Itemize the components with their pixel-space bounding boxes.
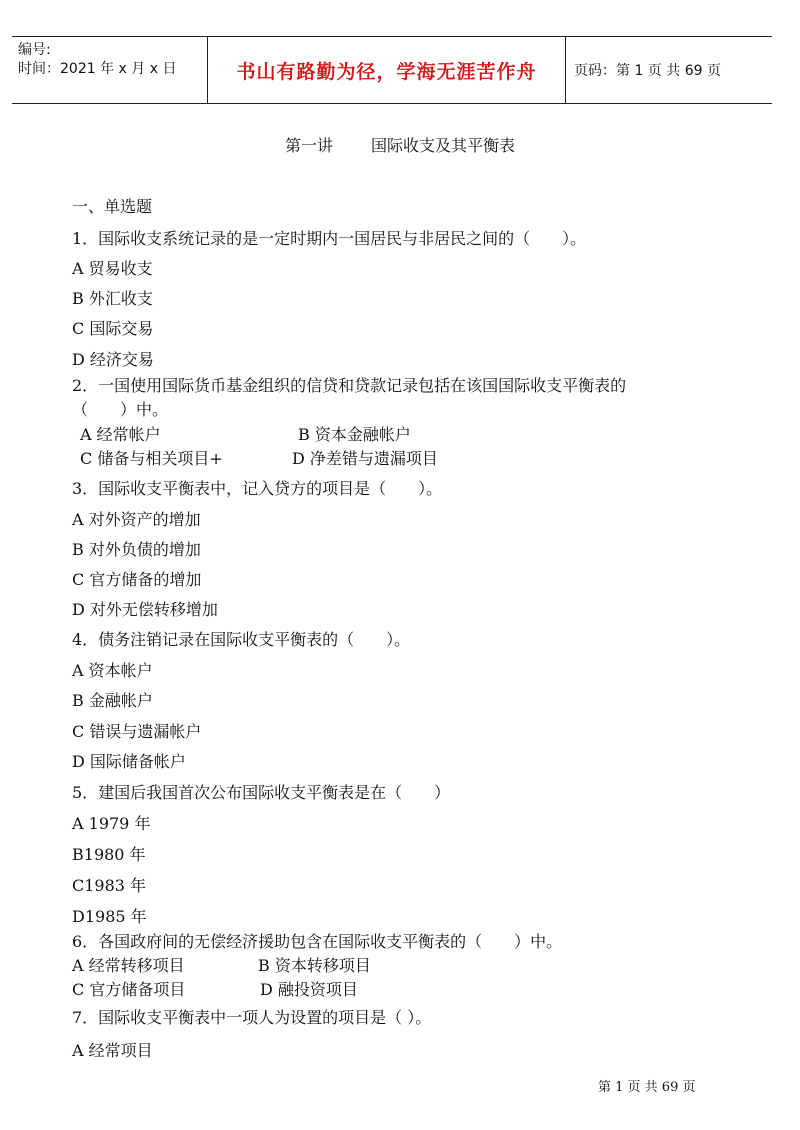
q4-option-b: B 金融帐户 xyxy=(72,691,153,710)
q6-option-a: A 经常转移项目 xyxy=(72,956,185,975)
q6-option-d: D 融投资项目 xyxy=(260,980,358,999)
q3-option-b: B 对外负债的增加 xyxy=(72,540,201,559)
page-title xyxy=(0,133,800,156)
q2-option-b: B 资本金融帐户 xyxy=(298,425,411,444)
q7-option-a: A 经常项目 xyxy=(72,1041,153,1060)
header-meta xyxy=(12,37,208,103)
q4-option-a: A 资本帐户 xyxy=(72,661,153,680)
page-footer: 第 1 页 共 69 页 xyxy=(598,1080,696,1095)
q2-option-a: A 经常帐户 xyxy=(80,425,161,444)
page-info: 页码：第 1 页 共 69 页 xyxy=(574,63,721,79)
q5-option-b: B1980 年 xyxy=(72,845,146,864)
q4-option-c: C 错误与遗漏帐户 xyxy=(72,722,202,741)
q6-option-b: B 资本转移项目 xyxy=(258,956,371,975)
time-label: 时间：2021 年 x 月 x 日 xyxy=(18,61,177,77)
question-6: 6．各国政府间的无偿经济援助包含在国际收支平衡表的（ ）中。 xyxy=(72,932,563,951)
question-5: 5．建国后我国首次公布国际收支平衡表是在（ ） xyxy=(72,783,451,802)
q3-option-d: D 对外无偿转移增加 xyxy=(72,600,218,619)
serial-label: 编号: xyxy=(18,42,51,58)
question-3: 3．国际收支平衡表中，记入贷方的项目是（ ）。 xyxy=(72,479,443,498)
section-heading: 一、单选题 xyxy=(72,197,153,216)
lecture-number: 第一讲 xyxy=(284,136,333,155)
motto: 书山有路勤为径，学海无涯苦作舟 xyxy=(208,37,566,103)
q3-option-c: C 官方储备的增加 xyxy=(72,570,202,589)
q2-option-d: D 净差错与遗漏项目 xyxy=(292,449,438,468)
lecture-topic: 国际收支及其平衡表 xyxy=(371,136,516,155)
q3-option-a: A 对外资产的增加 xyxy=(72,510,201,529)
q1-option-d: D 经济交易 xyxy=(72,350,154,369)
q2-option-c: C 储备与相关项目+ xyxy=(80,449,223,468)
page-header xyxy=(12,36,772,104)
question-2-line1: 2．一国使用国际货币基金组织的信贷和贷款记录包括在该国国际收支平衡表的 xyxy=(72,376,627,395)
q1-option-c: C 国际交易 xyxy=(72,319,154,338)
q5-option-d: D1985 年 xyxy=(72,907,147,926)
q1-option-a: A 贸易收支 xyxy=(72,259,153,278)
question-2-line2: （ ）中。 xyxy=(72,400,169,419)
q5-option-a: A 1979 年 xyxy=(72,814,151,833)
q1-option-b: B 外汇收支 xyxy=(72,289,153,308)
question-4: 4．债务注销记录在国际收支平衡表的（ ）。 xyxy=(72,630,411,649)
q4-option-d: D 国际储备帐户 xyxy=(72,752,186,771)
q5-option-c: C1983 年 xyxy=(72,876,147,895)
q6-option-c: C 官方储备项目 xyxy=(72,980,186,999)
question-7: 7．国际收支平衡表中一项人为设置的项目是（ ）。 xyxy=(72,1008,432,1027)
question-1: 1．国际收支系统记录的是一定时期内一国居民与非居民之间的（ ）。 xyxy=(72,229,587,248)
